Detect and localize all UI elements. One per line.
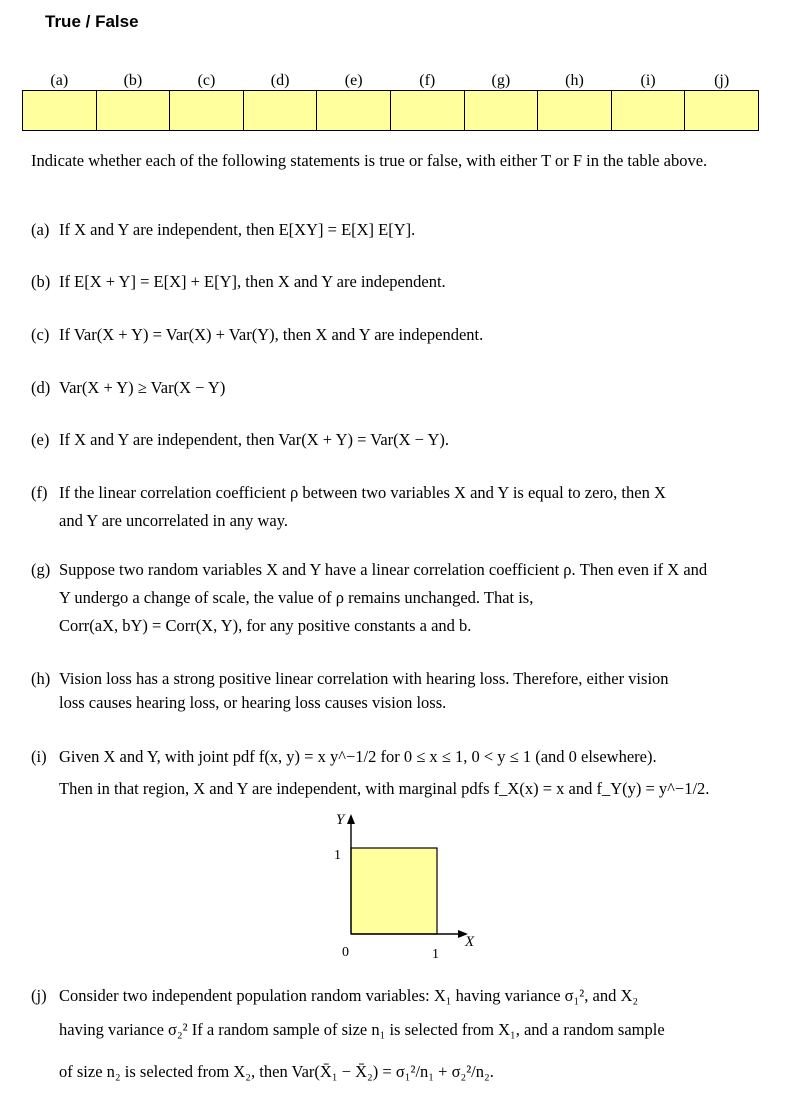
answer-cell-a[interactable] — [23, 91, 97, 131]
question-text: If X and Y are independent, then E[XY] = E[X] E[Y]. — [59, 220, 416, 239]
question-text-continued: Corr(aX, bY) = Corr(X, Y), for any positive constants a and b. — [59, 616, 472, 635]
answer-header: (a) — [50, 72, 69, 89]
region-square — [351, 848, 437, 934]
answer-header-row — [23, 72, 759, 91]
instructions: Indicate whether each of the following statements is true or false, with either T or F in the table above. — [31, 151, 708, 170]
answer-header: (j) — [714, 72, 730, 89]
question-label: (i) — [31, 747, 47, 766]
answer-header: (c) — [197, 72, 216, 89]
question-text: If E[X + Y] = E[X] + E[Y], then X and Y are independent. — [59, 272, 446, 291]
question-text: Var(X + Y) ≥ Var(X − Y) — [59, 378, 226, 397]
question-label: (a) — [31, 220, 50, 239]
question-label: (g) — [31, 560, 51, 579]
question-label: (c) — [31, 325, 50, 344]
question-j — [31, 982, 796, 1086]
question-h — [31, 665, 796, 717]
question-text-continued: of size n₂ is selected from X₂, then Var(X̄₁ − X̄₂) = σ₁²/n₁ + σ₂²/n₂. — [59, 1062, 494, 1081]
question-label: (h) — [31, 669, 51, 688]
question-f — [31, 479, 796, 535]
question-text: If Var(X + Y) = Var(X) + Var(Y), then X and Y are independent. — [59, 325, 484, 344]
question-c — [31, 321, 796, 349]
answer-table — [22, 72, 759, 131]
x-tick-label: 1 — [432, 947, 439, 962]
answer-cell-j[interactable] — [685, 91, 759, 131]
question-g — [31, 556, 796, 640]
question-text-continued: having variance σ₂² If a random sample of size n₁ is selected from X₁, and a random sample — [59, 1020, 665, 1039]
question-text: Given X and Y, with joint pdf f(x, y) = x y^−1/2 for 0 ≤ x ≤ 1, 0 < y ≤ 1 (and 0 elsewhere). — [59, 747, 657, 766]
question-a — [31, 216, 796, 244]
question-e — [31, 426, 796, 454]
answer-header: (e) — [344, 72, 363, 89]
origin-label: 0 — [342, 945, 349, 960]
answer-cell-f[interactable] — [390, 91, 464, 131]
x-axis-label: X — [465, 934, 475, 950]
answer-cell-c[interactable] — [170, 91, 244, 131]
answer-header: (f) — [419, 72, 436, 89]
y-axis-arrow-icon — [347, 814, 355, 824]
answer-header: (b) — [123, 72, 143, 89]
question-text-continued: Then in that region, X and Y are independent, with marginal pdfs f_X(x) = x and f_Y(y) = y^−1/2. — [59, 779, 710, 798]
answer-cell-g[interactable] — [464, 91, 538, 131]
question-text: Suppose two random variables X and Y have a linear correlation coefficient ρ. Then even if X and — [59, 560, 708, 579]
answer-header: (g) — [491, 72, 511, 89]
question-text: Vision loss has a strong positive linear correlation with hearing loss. Therefore, either vision — [59, 669, 669, 688]
answer-cell-b[interactable] — [96, 91, 170, 131]
answer-cell-e[interactable] — [317, 91, 391, 131]
answer-header: (i) — [640, 72, 656, 89]
question-text: Consider two independent population random variables: X₁ having variance σ₁², and X₂ — [59, 986, 639, 1005]
answer-input-row — [23, 91, 759, 131]
question-text-continued: loss causes hearing loss, or hearing loss causes vision loss. — [59, 693, 447, 712]
answer-header: (h) — [565, 72, 584, 89]
region-figure — [320, 810, 490, 970]
question-i — [31, 743, 796, 803]
question-label: (f) — [31, 483, 48, 502]
question-label: (j) — [31, 986, 47, 1005]
question-text: If X and Y are independent, then Var(X + Y) = Var(X − Y). — [59, 430, 450, 449]
question-label: (b) — [31, 272, 51, 291]
y-tick-label: 1 — [334, 848, 341, 863]
question-d — [31, 374, 796, 402]
answer-cell-i[interactable] — [611, 91, 685, 131]
question-text-continued: Y undergo a change of scale, the value of ρ remains unchanged. That is, — [59, 588, 534, 607]
question-text: If the linear correlation coefficient ρ between two variables X and Y is equal to zero, then X — [59, 483, 666, 502]
answer-cell-h[interactable] — [538, 91, 612, 131]
answer-cell-d[interactable] — [243, 91, 317, 131]
question-label: (d) — [31, 378, 51, 397]
question-label: (e) — [31, 430, 50, 449]
page-title: True / False — [45, 12, 139, 31]
question-text-continued: and Y are uncorrelated in any way. — [59, 511, 289, 530]
answer-header: (d) — [270, 72, 290, 89]
y-axis-label: Y — [336, 812, 345, 828]
question-b — [31, 268, 796, 296]
